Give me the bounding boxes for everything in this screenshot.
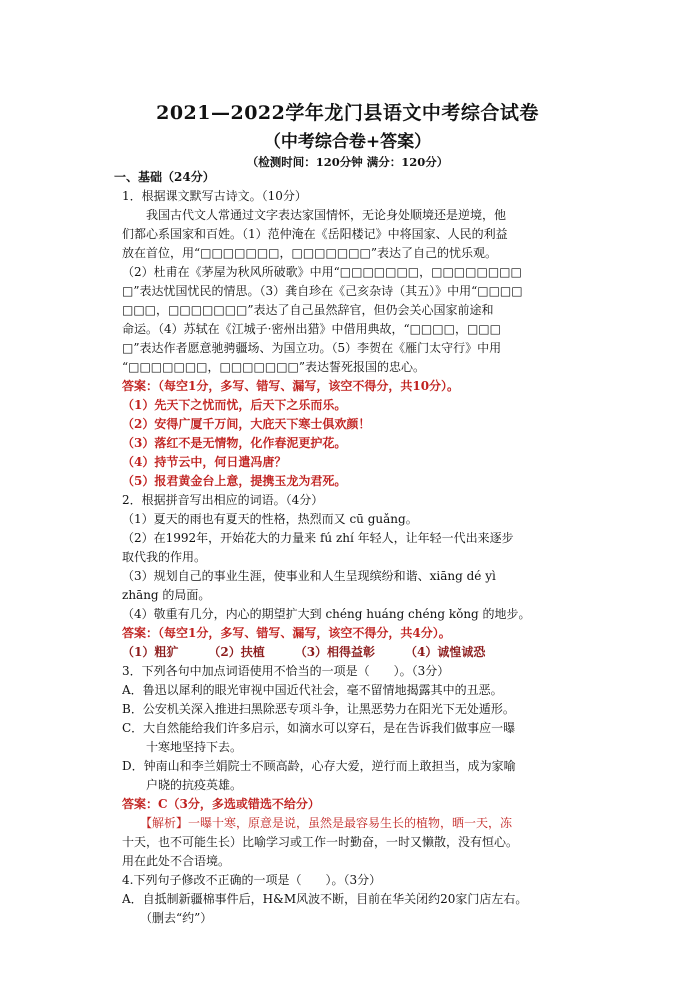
analysis-text: 用在此处不合语境。 (122, 854, 231, 868)
option-b: B．公安机关深入推进扫黑除恶专项斗争，让黑恶势力在阳光下无处遁形。 (122, 702, 515, 716)
question-2-item: （3）规划自己的事业生涯，使事业和人生呈现缤纷和谐、xiāng dé yì (122, 569, 496, 583)
question-1-text: □□□，□□□□□□□”表达了自己虽然辞官，但仍会关心国家前途和 (122, 303, 494, 317)
option-c: C．大自然能给我们许多启示，如滴水可以穿石，是在告诉我们做事应一曝 (122, 721, 516, 735)
question-1-text: （2）杜甫在《茅屋为秋风所破歌》中用“□□□□□□□，□□□□□□□□ (122, 265, 522, 279)
question-2-item: （4）敬重有几分，内心的期望扩大到 chéng huáng chéng kǒng 的地步。 (122, 607, 531, 621)
option-a: （删去“约”） (122, 911, 213, 925)
section-heading: 一、基础（24分） (114, 170, 215, 184)
question-2-item: （1）夏天的雨也有夏天的性格，热烈而又 cū guǎng。 (122, 512, 418, 526)
option-d: 户晓的抗疫英雄。 (122, 778, 243, 792)
option-c: 十寒地坚持下去。 (122, 740, 243, 754)
option-d: D．钟南山和李兰娟院士不顾高龄，心存大爱，逆行而上敢担当，成为家喻 (122, 759, 516, 773)
option-a: A．鲁迅以犀利的眼光审视中国近代社会，毫不留情地揭露其中的丑恶。 (122, 683, 503, 697)
question-1-text: 放在首位，用“□□□□□□□，□□□□□□□”表达了自己的忧乐观。 (122, 246, 498, 260)
question-1-text: □”表达作者愿意驰骋疆场、为国立功。（5）李贺在《雁门太守行》中用 (122, 341, 502, 355)
answer-line: （1）先天下之忧而忧，后天下之乐而乐。 (122, 398, 347, 412)
question-1-heading: 1．根据课文默写古诗文。（10分） (122, 189, 307, 203)
question-4-heading: 4.下列句子修改不正确的一项是（ ）。（3分） (122, 873, 382, 887)
answer-line: （4）持节云中，何日遣冯唐？ (122, 455, 287, 469)
exam-meta: （检测时间：120分钟 满分：120分） (246, 155, 449, 169)
question-1-text: “□□□□□□□，□□□□□□□”表达誓死报国的忠心。 (122, 360, 426, 374)
answer-heading: 答案：（每空1分，多写、错写、漏写，该空不得分，共4分）。 (122, 626, 451, 640)
page-subtitle: （中考综合卷+答案） (263, 132, 432, 152)
answer-heading: 答案：C（3分，多选或错选不给分） (122, 797, 320, 811)
option-a: A．自抵制新疆棉事件后，H&M风波不断，目前在华关闭约20家门店左右。 (122, 892, 528, 906)
question-2-item: （2）在1992年，开始花大的力量来 fú zhí 年轻人，让年轻一代出来逐步 (122, 531, 514, 545)
answer-heading: 答案：（每空1分，多写、错写、漏写，该空不得分，共10分）。 (122, 379, 460, 393)
question-1-text: □”表达忧国忧民的情思。（3）龚自珍在《己亥杂诗（其五）》中用“□□□□ (122, 284, 523, 298)
analysis-text: 【解析】一曝十寒，原意是说，虽然是最容易生长的植物，晒一天，冻 (122, 816, 513, 830)
question-2-item: 取代我的作用。 (122, 550, 207, 564)
question-1-text: 命运。（4）苏轼在《江城子·密州出猎》中借用典故，“□□□□，□□□ (122, 322, 501, 336)
question-3-heading: 3．下列各句中加点词语使用不恰当的一项是（ ）。（3分） (122, 664, 450, 678)
page-title: 2021—2022学年龙门县语文中考综合试卷 (156, 102, 539, 124)
answer-line: （3）落红不是无情物，化作春泥更护花。 (122, 436, 347, 450)
answer-line: （2）安得广厦千万间，大庇天下寒士俱欢颜！ (122, 417, 371, 431)
question-2-heading: 2．根据拼音写出相应的词语。（4分） (122, 493, 324, 507)
answer-line: （5）报君黄金台上意，提携玉龙为君死。 (122, 474, 347, 488)
question-1-text: 我国古代文人常通过文字表达家国情怀，无论身处顺境还是逆境，他 (122, 208, 507, 222)
question-2-item: zhāng 的局面。 (122, 588, 211, 602)
analysis-text: 十天，也不可能生长）比喻学习或工作一时勤奋，一时又懒散，没有恒心。 (122, 835, 519, 849)
answer-line: （1）粗犷 （2）扶植 （3）相得益彰 （4）诚惶诚恐 (122, 645, 486, 659)
question-1-text: 们都心系国家和百姓。（1）范仲淹在《岳阳楼记》中将国家、人民的利益 (122, 227, 508, 241)
